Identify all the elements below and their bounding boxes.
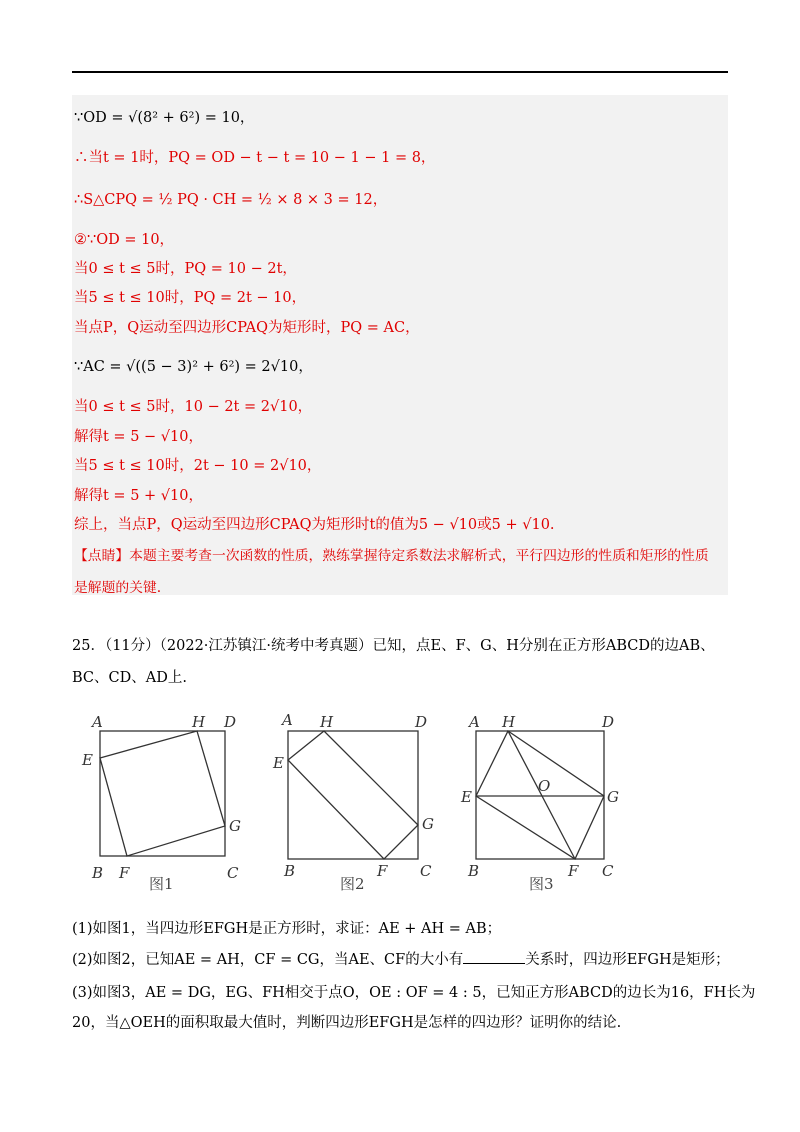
solution-line-12: 解得t = 5 + √10， <box>74 488 203 504</box>
fig3-label-g: G <box>607 788 619 806</box>
fig3-label-f: F <box>568 862 579 880</box>
question-part-1: (1)如图1，当四边形EFGH是正方形时，求证：AE + AH = AB； <box>72 921 502 937</box>
solution-line-13: 综上，当点P，Q运动至四边形CPAQ为矩形时t的值为5 − √10或5 + √10. <box>74 517 555 533</box>
solution-line-6: 当5 ≤ t ≤ 10时，PQ = 2t − 10， <box>74 290 307 306</box>
fig3-label-c: C <box>602 862 614 880</box>
solution-line-4: ②∵OD = 10， <box>74 232 175 248</box>
solution-line-10: 解得t = 5 − √10， <box>74 429 203 445</box>
fig2-label-c: C <box>420 862 432 880</box>
fig3-square <box>476 731 604 859</box>
solution-line-5: 当0 ≤ t ≤ 5时，PQ = 10 − 2t， <box>74 261 297 277</box>
fig1-label-a: A <box>92 713 103 731</box>
fig3-quadrilateral <box>476 731 604 859</box>
solution-line-8: ∵AC = √((5 − 3)² + 6²) = 2√10， <box>74 359 313 375</box>
fig1-label-b: B <box>92 864 104 882</box>
fig1-square <box>100 731 225 856</box>
fig3-label-e: E <box>461 788 472 806</box>
question-header-2: BC、CD、AD上. <box>72 670 187 686</box>
fig1-quadrilateral <box>100 731 225 856</box>
fig2-label-a: A <box>282 711 293 729</box>
fig1-caption: 图1 <box>149 875 174 893</box>
fig1-label-e: E <box>82 751 93 769</box>
solution-line-11: 当5 ≤ t ≤ 10时，2t − 10 = 2√10， <box>74 458 322 474</box>
fig3-caption: 图3 <box>529 875 554 893</box>
fig3-label-d: D <box>602 713 615 731</box>
question-header: 25．（11分）（2022·江苏镇江·统考中考真题）已知，点E、F、G、H分别在正方形ABCD的边AB、 <box>72 638 715 654</box>
fig1-label-c: C <box>227 864 239 882</box>
solution-line-9: 当0 ≤ t ≤ 5时，10 − 2t = 2√10， <box>74 399 313 415</box>
solution-line-7: 当点P，Q运动至四边形CPAQ为矩形时，PQ = AC， <box>74 320 420 336</box>
fig1-label-g: G <box>229 817 241 835</box>
solution-comment-2: 是解题的关键. <box>74 580 162 596</box>
fig3-label-a: A <box>469 713 480 731</box>
solution-line-2: ∴当t = 1时，PQ = OD − t − t = 10 − 1 − 1 = 8， <box>74 150 436 166</box>
fig1-label-f: F <box>119 864 130 882</box>
fig2-label-d: D <box>415 713 428 731</box>
fig3-label-h: H <box>502 713 516 731</box>
question-part-3: (3)如图3，AE = DG，EG、FH相交于点O，OE : OF = 4 : 5，已知正方形ABCD的边长为16，FH长为 <box>72 985 756 1001</box>
solution-comment-1: 【点睛】本题主要考查一次函数的性质，熟练掌握待定系数法求解析式，平行四边形的性质和矩形的性质 <box>74 548 709 564</box>
fig3-segment-fh <box>508 731 575 859</box>
fig2-label-g: G <box>422 815 434 833</box>
question-part-2-text-b: 关系时，四边形EFGH是矩形； <box>525 952 730 968</box>
question-part-2-text-a: (2)如图2，已知AE = AH，CF = CG，当AE、CF的大小有 <box>72 952 464 968</box>
fig2-label-h: H <box>320 713 334 731</box>
answer-blank[interactable] <box>463 949 525 964</box>
solution-line-1: ∵OD = √(8² + 6²) = 10， <box>74 110 255 126</box>
fig2-label-b: B <box>284 862 296 880</box>
fig3-label-o: O <box>538 777 551 795</box>
question-part-2 <box>72 949 730 971</box>
header-rule <box>72 71 728 73</box>
fig2-caption: 图2 <box>340 875 365 893</box>
fig2-square <box>288 731 418 859</box>
fig2-label-f: F <box>377 862 388 880</box>
geometry-figures <box>72 700 632 900</box>
fig1-label-h: H <box>192 713 206 731</box>
question-part-3-continued: 20，当△OEH的面积取最大值时，判断四边形EFGH是怎样的四边形？证明你的结论. <box>72 1015 622 1031</box>
fig1-label-d: D <box>224 713 237 731</box>
fig2-label-e: E <box>273 754 284 772</box>
fig3-label-b: B <box>468 862 480 880</box>
fig2-rectangle <box>288 731 418 859</box>
solution-line-3: ∴S△CPQ = ½ PQ · CH = ½ × 8 × 3 = 12， <box>74 192 388 208</box>
